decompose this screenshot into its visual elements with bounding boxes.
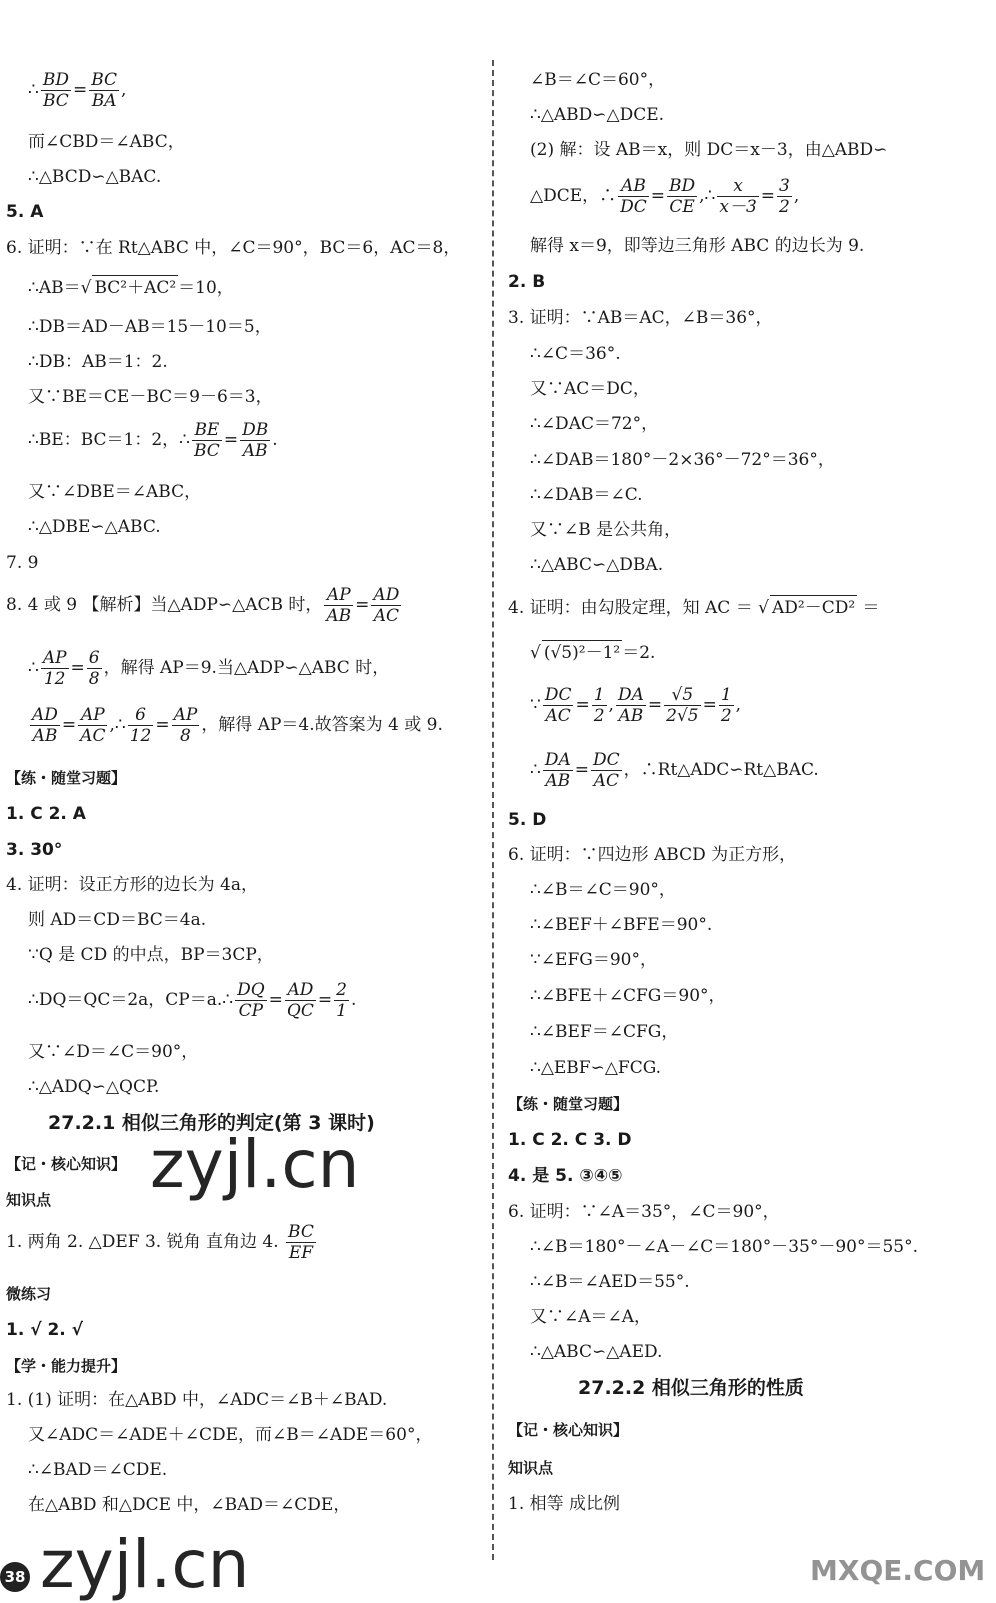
answer-line: 1. C 2. A [6, 804, 86, 824]
text-line: 又∠ADC＝∠ADE＋∠CDE，而∠B＝∠ADE＝60°， [28, 1425, 433, 1445]
text-line: 又∵∠A＝∠A， [530, 1307, 652, 1327]
text-line: ∴∠DAC＝72°， [530, 414, 659, 434]
column-divider [492, 60, 494, 1560]
text-line: ∵Q 是 CD 的中点，BP＝3CP， [28, 945, 274, 965]
text-line: 而∠CBD＝∠ABC， [28, 132, 185, 152]
text-line: 则 AD＝CD＝BC＝4a. [28, 910, 207, 930]
page-number: 38 [0, 1562, 30, 1592]
section-heading: 27.2.1 相似三角形的判定(第 3 课时) [48, 1112, 375, 1134]
text-line: ∴∠B＝180°－∠A－∠C＝180°－35°－90°＝55°. [530, 1237, 919, 1257]
text-line: ∴∠BFE＋∠CFG＝90°， [530, 986, 726, 1006]
text-line: ∴△EBF∽△FCG. [530, 1058, 662, 1078]
text-line: ∴DB：AB＝1：2. [28, 352, 168, 372]
subsection-label: 微练习 [6, 1285, 52, 1303]
text-line: 在△ABD 和△DCE 中，∠BAD＝∠CDE， [28, 1495, 351, 1515]
text-line: ∴△ADQ∽△QCP. [28, 1077, 160, 1097]
answer-line: 7. 9 [6, 553, 39, 573]
text-line: 1. 相等 成比例 [508, 1494, 621, 1514]
section-heading: 27.2.2 相似三角形的性质 [578, 1377, 804, 1399]
text-line: 又∵BE＝CE－BC＝9－6＝3， [28, 387, 273, 407]
answer-line: 1. √ 2. √ [6, 1320, 84, 1340]
line-ratio-ab-dc: △DCE，∴ $\frac{AB}{DC}$ = $\frac{BD}{CE}$ ,∴ $\frac{x}{x-3}$ = $\frac{3}{2}$ , [530, 176, 800, 217]
line-ratio-dq: ∴DQ＝QC＝2a，CP＝a.∴ $\frac{DQ}{CP}$ = $\frac{AD}{QC}$ = $\frac{2}{1}$ . [28, 980, 357, 1021]
answer-line: 5. A [6, 202, 44, 222]
line-pythagoras: ∴AB＝√ BC²＋AC² ＝10， [28, 275, 234, 300]
line-ratio-da-ab: ∴ $\frac{DA}{AB}$ = $\frac{DC}{AC}$ ，∴Rt△ADC∽Rt△BAC. [530, 750, 819, 791]
text-line: ∴∠BEF＋∠BFE＝90°. [530, 915, 713, 935]
line-q8-b: ∴ $\frac{AP}{12}$ = $\frac{6}{8}$ ，解得 AP＝9.当△ADP∽△ABC 时， [28, 648, 390, 689]
answer-line: 1. C 2. C 3. D [508, 1130, 632, 1150]
text-line: ∴∠DAB＝180°－2×36°－72°＝36°， [530, 450, 835, 470]
subsection-label: 知识点 [6, 1191, 52, 1209]
answer-line: 2. B [508, 272, 546, 292]
answer-line: 3. 30° [6, 840, 63, 860]
text-line: 4. 证明：设正方形的边长为 4a， [6, 875, 258, 895]
watermark-corner: MXQE.COM [810, 1554, 986, 1587]
text-line: ∵∠EFG＝90°， [530, 950, 657, 970]
text-line: ∴△ABD∽△DCE. [530, 105, 665, 125]
text-line: 又∵∠DBE＝∠ABC， [28, 482, 202, 502]
text-line: 6. 证明：∵四边形 ABCD 为正方形， [508, 845, 797, 865]
text-line: ∴△BCD∽△BAC. [28, 167, 162, 187]
section-tag: 【练・随堂习题】 [508, 1095, 629, 1113]
text-line: 又∵∠D＝∠C＝90°， [28, 1042, 199, 1062]
text-line: 6. 证明：∵在 Rt△ABC 中，∠C＝90°，BC＝6，AC＝8， [6, 238, 461, 258]
text-line: ∠B＝∠C＝60°， [530, 70, 666, 90]
line-core-answers: 1. 两角 2. △DEF 3. 锐角 直角边 4. $\frac{BC}{EF}$ [6, 1222, 314, 1263]
section-tag: 【记・核心知识】 [6, 1155, 127, 1173]
text-line: 6. 证明：∵∠A＝35°，∠C＝90°， [508, 1202, 780, 1222]
answer-line: 4. 是 5. ③④⑤ [508, 1166, 623, 1186]
text-line: 3. 证明：∵AB＝AC，∠B＝36°， [508, 308, 773, 328]
text-line: 又∵AC＝DC， [530, 379, 650, 399]
line-ratio-bd-bc: ∴ $\frac{BD}{BC}$ = $\frac{BC}{BA}$ , [28, 70, 127, 111]
section-tag: 【练・随堂习题】 [6, 769, 127, 787]
line-ratio-be-bc: ∴BE：BC＝1：2，∴ $\frac{BE}{BC}$ = $\frac{DB}{AB}$ . [28, 420, 278, 461]
text-line: ∴∠BEF＝∠CFG， [530, 1022, 679, 1042]
subsection-label: 知识点 [508, 1459, 554, 1477]
text-line: ∴△ABC∽△AED. [530, 1342, 663, 1362]
section-tag: 【学・能力提升】 [6, 1357, 127, 1375]
watermark-bottom: zyjl.cn [40, 1526, 250, 1603]
line-pythagoras-ac: 4. 证明：由勾股定理，知 AC ＝ √ AD²－CD² ＝ [508, 595, 880, 620]
line-q8-c: $\frac{AD}{AB}$ = $\frac{AP}{AC}$ ,∴ $\frac{6}{12}$ = $\frac{AP}{8}$ ，解得 AP＝4.故答案为 4 或 9. [32, 705, 443, 746]
text-line: ∴∠C＝36°. [530, 344, 621, 364]
text-line: ∴△ABC∽△DBA. [530, 555, 664, 575]
line-sqrt-result: √ (√5)²－1² ＝2. [530, 640, 655, 665]
text-line: ∴DB＝AD－AB＝15－10＝5， [28, 317, 272, 337]
text-line: ∴∠B＝∠C＝90°， [530, 880, 676, 900]
answer-line: 5. D [508, 810, 547, 830]
text-line: 又∵∠B 是公共角， [530, 520, 682, 540]
text-line: (2) 解：设 AB＝x，则 DC＝x－3，由△ABD∽ [530, 140, 888, 160]
section-tag: 【记・核心知识】 [508, 1421, 629, 1439]
text-line: ∴∠BAD＝∠CDE. [28, 1460, 168, 1480]
text-line: ∴∠B＝∠AED＝55°. [530, 1272, 690, 1292]
text-line: 解得 x＝9，即等边三角形 ABC 的边长为 9. [530, 236, 865, 256]
text-line: ∴△DBE∽△ABC. [28, 517, 161, 537]
line-ratio-dc-ac: ∵ $\frac{DC}{AC}$ = $\frac{1}{2}$ , $\frac{DA}{AB}$ = $\frac{√5}{2√5}$ = $\frac{1}{2}$ , [530, 685, 742, 726]
line-q8: 8. 4 或 9 【解析】当△ADP∽△ACB 时， $\frac{AP}{AB}$ = $\frac{AD}{AC}$ [6, 585, 400, 626]
text-line: 1. (1) 证明：在△ABD 中，∠ADC＝∠B＋∠BAD. [6, 1390, 388, 1410]
text-line: ∴∠DAB＝∠C. [530, 485, 643, 505]
watermark-mid: zyjl.cn [150, 1126, 360, 1203]
